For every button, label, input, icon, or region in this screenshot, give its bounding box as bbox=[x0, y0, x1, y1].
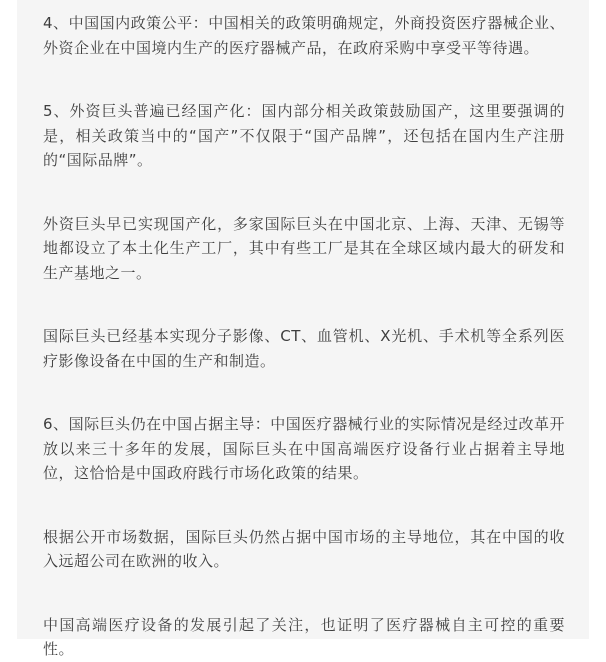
paragraph-policy-fairness: 4、中国国内政策公平：中国相关的政策明确规定，外商投资医疗器械企业、外资企业在中国境内生产的医疗器械产品，在政府采购中享受平等待遇。 bbox=[43, 14, 565, 57]
paragraph-local-factories: 外资巨头早已实现国产化，多家国际巨头在中国北京、上海、天津、无锡等地都设立了本土化生产工厂，其中有些工厂是其在全球区域内最大的研发和生产基地之一。 bbox=[43, 214, 565, 282]
article-body bbox=[17, 0, 589, 658]
paragraph-market-data: 根据公开市场数据，国际巨头仍然占据中国市场的主导地位，其在中国的收入远超公司在欧洲的收入。 bbox=[43, 527, 565, 570]
paragraph-market-dominance: 6、国际巨头仍在中国占据主导：中国医疗器械行业的实际情况是经过改革开放以来三十多年的发展，国际巨头在中国高端医疗设备行业占据着主导地位，这恰恰是中国政府践行市场化政策的结果。 bbox=[43, 415, 565, 482]
paragraph-full-product-line: 国际巨头已经基本实现分子影像、CT、血管机、X光机、手术机等全系列医疗影像设备在中国的生产和制造。 bbox=[43, 327, 565, 370]
paragraph-localization: 5、外资巨头普遍已经国产化：国内部分相关政策鼓励国产，这里要强调的是，相关政策当中的“国产”不仅限于“国产品牌”，还包括在国内生产注册的“国际品牌”。 bbox=[43, 102, 565, 169]
paragraph-conclusion: 中国高端医疗设备的发展引起了关注，也证明了医疗器械自主可控的重要性。 bbox=[43, 615, 565, 658]
